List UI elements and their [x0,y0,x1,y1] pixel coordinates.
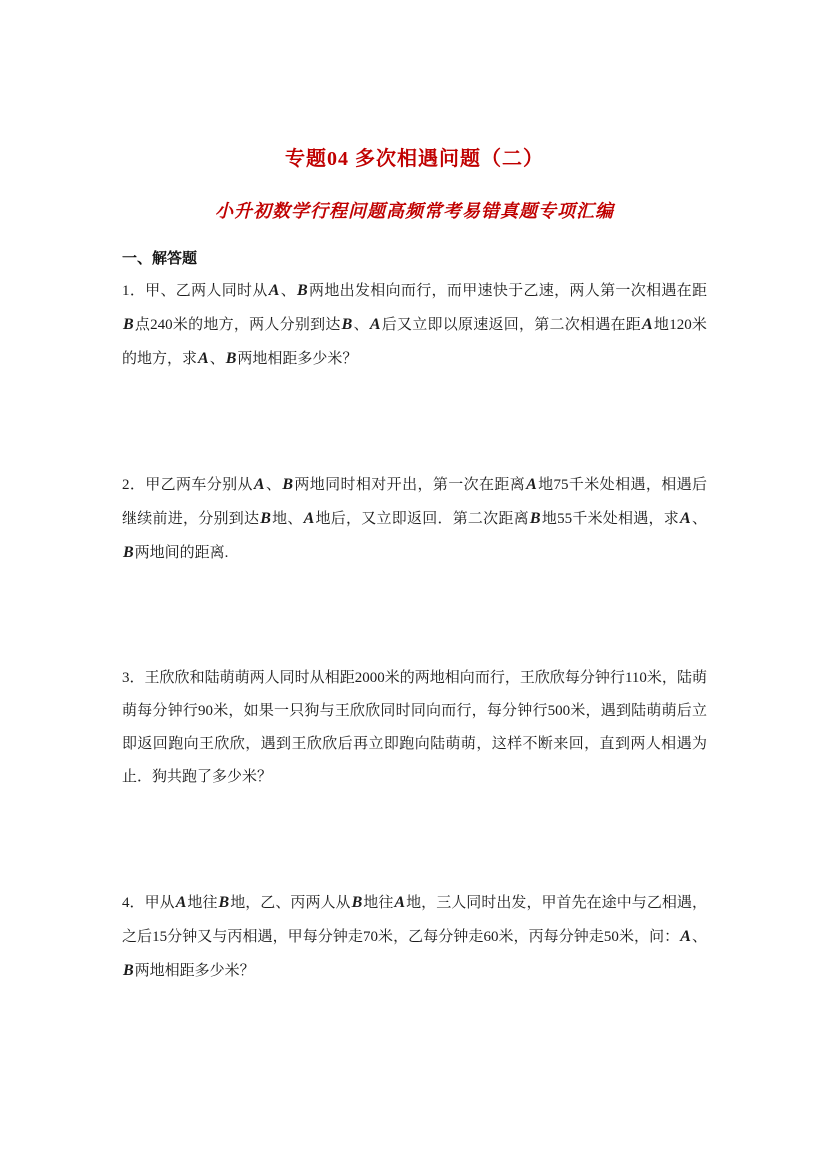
number-text: 3 [122,670,130,686]
math-variable: A [303,510,315,527]
math-variable: B [123,316,134,333]
section-heading: 一、解答题 [122,251,198,267]
number-text: 500 [547,703,571,719]
number-text: 50 [603,929,619,945]
math-variable: A [526,476,537,493]
math-variable: B [260,510,271,527]
number-text: 120 [669,317,692,333]
math-variable: A [253,476,265,493]
math-variable: B [123,962,134,979]
math-variable: B [341,316,353,333]
number-text: 240 [150,317,173,333]
document-subtitle: 小升初数学行程问题高频常考易错真题专项汇编 [215,201,614,221]
number-text: 70 [362,929,378,945]
math-variable: A [268,282,280,299]
math-variable: B [225,350,237,367]
number-text: 2 [122,477,130,493]
math-variable: B [529,510,541,527]
problem-item: 2．甲乙两车分别从A、B两地同时相对开出，第一次在距离A地75千米处相遇，相遇后继续前进，分别到达B地、A地后，又立即返回．第二次距离B地55千米处相遇，求A、B两地间的距离. [122,476,707,561]
math-variable: A [198,350,209,367]
number-text: 90 [198,703,214,719]
number-text: 75 [553,477,569,493]
number-text: 4 [122,895,130,911]
math-variable: A [394,894,406,911]
number-text: 15 [152,929,168,945]
math-variable: B [218,894,230,911]
problem-item: 4．甲从A地往B地，乙、丙两人从B地往A地，三人同时出发，甲首先在途中与乙相遇，之后15分钟又与丙相遇，甲每分钟走70米，乙每分钟走60米，丙每分钟走50米，问：A、B两地相距多少米？ [122,894,707,979]
problem-list [122,274,707,988]
math-variable: A [642,316,653,333]
math-variable: A [175,894,187,911]
number-text: 55 [557,511,573,527]
number-text: 110 [624,670,647,686]
number-text: 60 [483,929,499,945]
math-variable: B [282,476,294,493]
problem-item: 3．王欣欣和陆萌萌两人同时从相距2000米的两地相向而行，王欣欣每分钟行110米，陆萌萌每分钟行90米，如果一只狗与王欣欣同时同向而行，每分钟行500米，遇到陆萌萌后立即返回跑向王欣欣，遇到王欣欣后再立即跑向陆萌萌，这样不断来回，直到两人相遇为止．狗共跑了多少米？ [122,670,707,785]
math-variable: A [369,316,381,333]
math-variable: B [351,894,363,911]
number-text: 1 [122,283,130,299]
number-text: 2000 [354,670,385,686]
math-variable: B [123,544,134,561]
math-variable: A [680,928,691,945]
math-variable: B [297,282,308,299]
document-title: 专题04 多次相遇问题（二） [285,148,544,170]
problem-item: 1．甲、乙两人同时从A、B两地出发相向而行，而甲速快于乙速，两人第一次相遇在距B点240米的地方，两人分别到达B、A后又立即以原速返回，第二次相遇在距A地120米的地方，求A、B两地相距多少米？ [122,282,707,367]
math-variable: A [680,510,691,527]
